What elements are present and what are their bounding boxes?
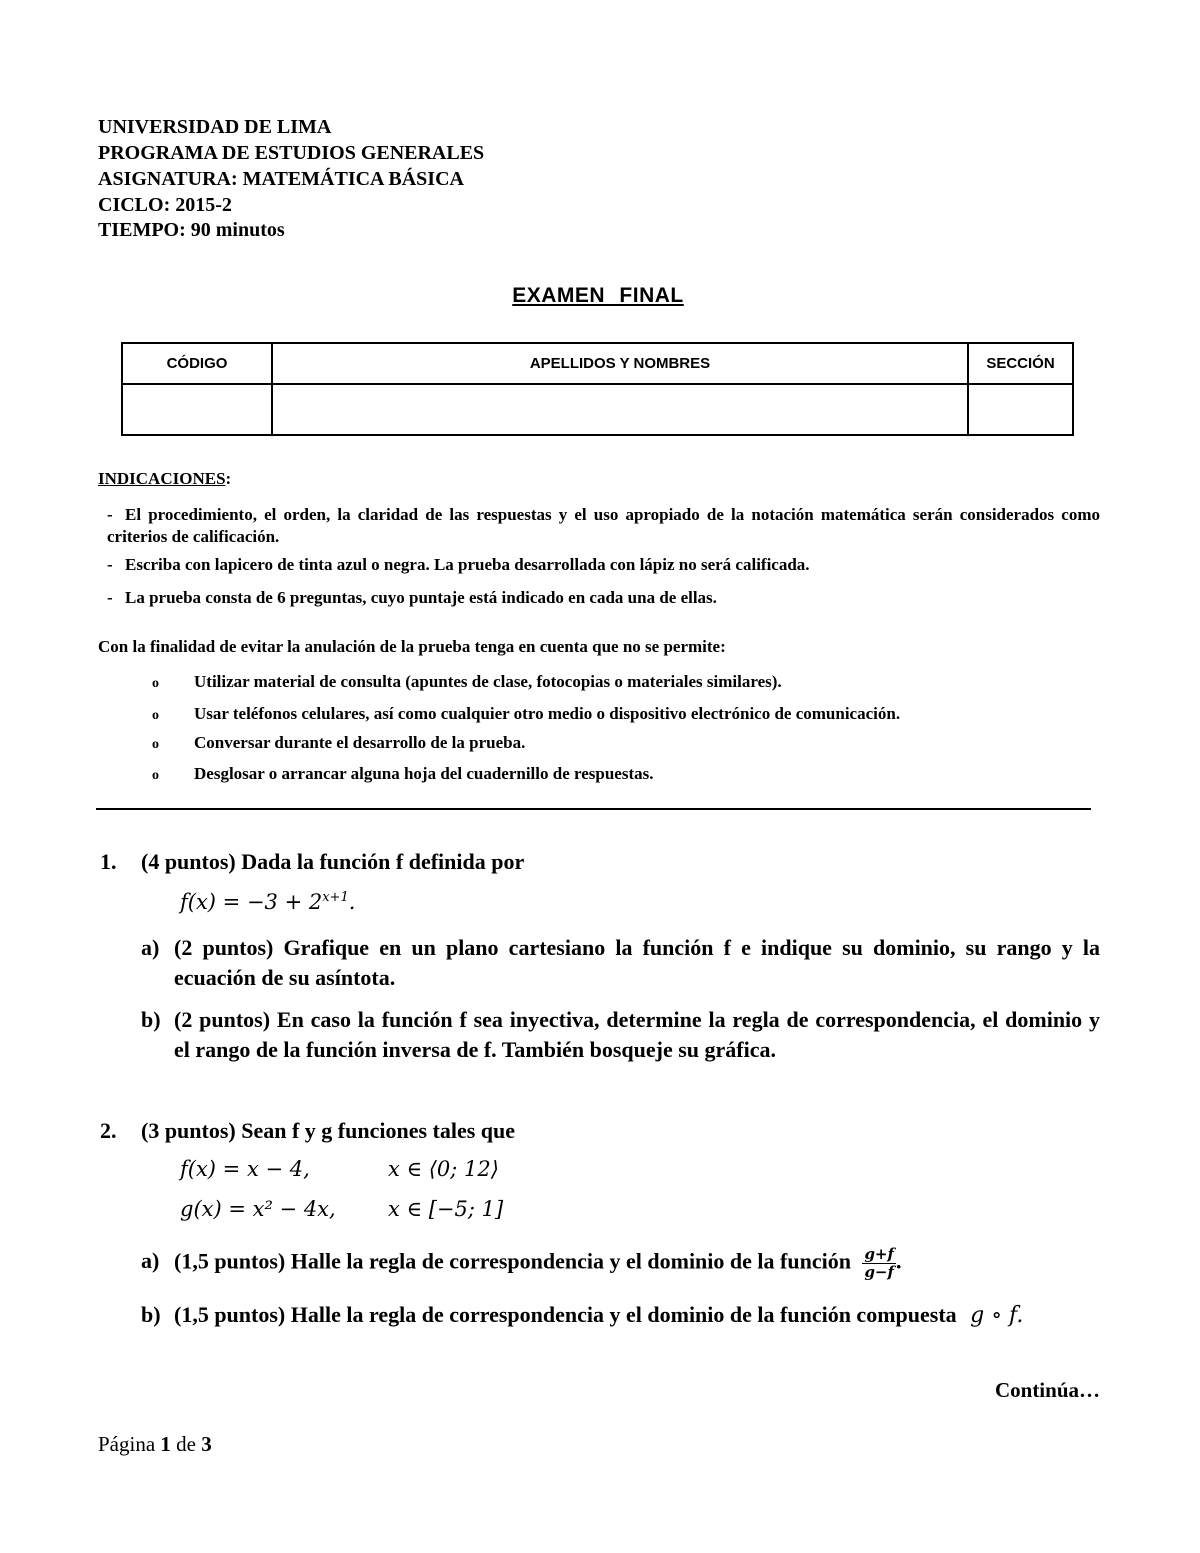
q1-formula: $f(x) = -3 + 2^{x+1}$. [180, 890, 356, 914]
q2-g-definition: g(x) = x² − 4x, [180, 1197, 336, 1221]
q2-b-text: (1,5 puntos) Halle la regla de correspondencia y el dominio de la función compuesta g ∘ f. [174, 1302, 1024, 1328]
q1-number: 1. [100, 849, 117, 874]
continue-note: Continúa… [994, 1378, 1100, 1402]
section-divider [96, 808, 1091, 810]
q2-intro: (3 puntos) Sean f y g funciones tales que [141, 1118, 516, 1143]
code-field[interactable] [122, 384, 272, 435]
course-name: ASIGNATURA: MATEMÁTICA BÁSICA [98, 168, 464, 190]
q2-g-domain: x ∈ [−5; 1] [388, 1197, 504, 1221]
q2-number: 2. [100, 1118, 117, 1143]
indication-item: - Escriba con lapicero de tinta azul o negra. La prueba desarrollada con lápiz no será calificada. [107, 555, 810, 574]
q2-a-text: (1,5 puntos) Halle la regla de correspondencia y el dominio de la función $\frac{g+f}{g-f}$ . [174, 1245, 902, 1281]
q2-a-label: a) [141, 1248, 160, 1273]
section-field[interactable] [968, 384, 1073, 435]
not-allowed-notice: Con la finalidad de evitar la anulación de la prueba tenga en cuenta que no se permite: [98, 637, 726, 656]
q2-b-label: b) [141, 1302, 161, 1327]
bullet-icon: o [152, 737, 159, 752]
name-header: APELLIDOS Y NOMBRES [272, 343, 968, 384]
bullet-icon: o [152, 768, 159, 783]
student-id-table [121, 342, 1074, 436]
code-header: CÓDIGO [122, 343, 272, 384]
q1-b-label: b) [141, 1007, 161, 1032]
q1-a-label: a) [141, 935, 160, 960]
q2-f-definition: f(x) = x − 4, [180, 1157, 310, 1181]
page-footer: Página 1 de 3 [98, 1432, 212, 1456]
bullet-icon: o [152, 708, 159, 723]
not-allowed-item: Utilizar material de consulta (apuntes de clase, fotocopias o materiales similares). [194, 672, 782, 691]
time-limit: TIEMPO: 90 minutos [98, 219, 285, 241]
q1-a-text: (2 puntos) Grafique en un plano cartesiano la función f e indique su dominio, su rango y la ecuación de su asíntota. [174, 935, 1100, 990]
q2-a-fraction: $\frac{g+f}{g-f}$ [864, 1245, 894, 1281]
not-allowed-item: Conversar durante el desarrollo de la prueba. [194, 733, 526, 752]
indication-item: - El procedimiento, el orden, la claridad de las respuestas y el uso apropiado de la notación matemática serán considerados como criterios de calificación. [107, 505, 1100, 546]
indication-item: - La prueba consta de 6 preguntas, cuyo puntaje está indicado en cada una de ellas. [107, 588, 717, 607]
bullet-icon: o [152, 676, 159, 691]
exam-title: EXAMEN FINAL [512, 284, 684, 307]
university-name: UNIVERSIDAD DE LIMA [98, 116, 332, 138]
cycle: CICLO: 2015-2 [98, 194, 232, 216]
q2-f-domain: x ∈ ⟨0; 12⟩ [388, 1157, 499, 1181]
name-field[interactable] [272, 384, 968, 435]
not-allowed-item: Desglosar o arrancar alguna hoja del cuadernillo de respuestas. [194, 764, 654, 783]
q1-b-text: (2 puntos) En caso la función f sea inyectiva, determine la regla de correspondencia, el dominio y el rango de la función inversa de f. También bosqueje su gráfica. [174, 1007, 1100, 1062]
section-header: SECCIÓN [968, 343, 1073, 384]
indications-heading: INDICACIONES: [98, 469, 232, 488]
program-name: PROGRAMA DE ESTUDIOS GENERALES [98, 142, 485, 164]
not-allowed-item: Usar teléfonos celulares, así como cualquier otro medio o dispositivo electrónico de comunicación. [194, 704, 901, 723]
q1-intro: (4 puntos) Dada la función f definida por [141, 849, 525, 874]
